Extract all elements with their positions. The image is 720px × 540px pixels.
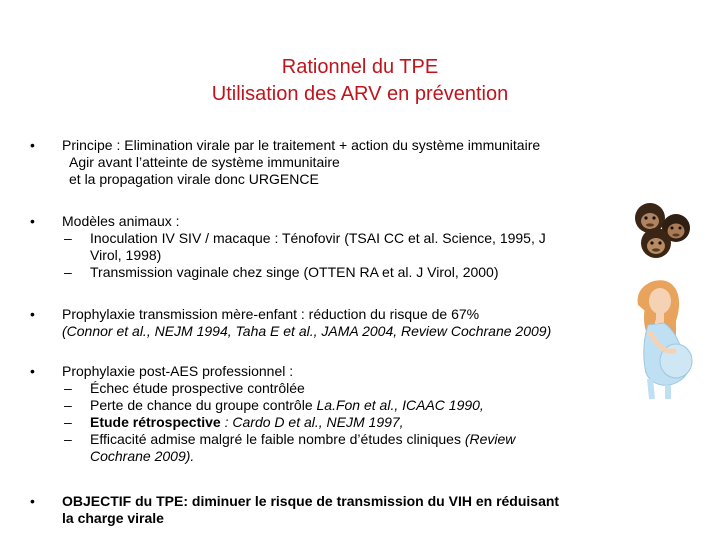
- bullet-2-sub-1-cont: [62, 247, 546, 264]
- bullet-2-marker: •: [30, 213, 35, 229]
- bullet-3-marker: •: [30, 306, 35, 322]
- bullet-2-head: Modèles animaux :: [62, 213, 180, 229]
- bullet-2-sub-1: [62, 230, 546, 247]
- pregnant-woman-icon: [624, 275, 696, 400]
- bullet-4-head: Prophylaxie post-AES professionnel :: [62, 363, 294, 379]
- bullet-1-line3: et la propagation virale donc URGENCE: [69, 171, 319, 187]
- bullet-4-sub-3-text: Etude rétrospective: [90, 414, 221, 430]
- bullet-4-sub-4-ref-cont: Cochrane 2009).: [90, 448, 195, 464]
- dash: –: [64, 264, 72, 280]
- bullet-1-line2: Agir avant l’atteinte de système immunitaire: [69, 154, 340, 170]
- dash: –: [64, 414, 72, 430]
- bullet-4-sub-4: [62, 431, 515, 448]
- bullet-4-sub-2-text: Perte de chance du groupe contrôle: [90, 397, 317, 413]
- bullet-3-ref-b: , Taha E et al., JAMA 2004, Review Cochrane 2009): [227, 323, 552, 339]
- dash: –: [64, 380, 72, 396]
- bullet-2-sub-1-text: Inoculation IV SIV / macaque : Ténofovir (TSAI CC et al. Science, 1995, J: [90, 230, 546, 246]
- bullet-5-marker: •: [30, 493, 35, 509]
- bullet-1-marker: •: [30, 137, 35, 153]
- bullet-4-sub-3-ref: : Cardo D et al., NEJM 1997,: [220, 414, 404, 430]
- bullet-5: [62, 493, 559, 527]
- bullet-2: [62, 213, 546, 281]
- bullet-4-sub-4-text: Efficacité admise malgré le faible nombre d’études cliniques: [90, 431, 465, 447]
- dash: –: [64, 397, 72, 413]
- bullet-1-line1: Principe : Elimination virale par le traitement + action du système immunitaire: [62, 137, 541, 153]
- bullet-5-line2: la charge virale: [62, 510, 164, 526]
- bullet-3-ref-a: (Connor et al., NEJM 1994: [62, 323, 228, 339]
- bullet-4-marker: •: [30, 363, 35, 379]
- bullet-2-sub-2-text: Transmission vaginale chez singe (OTTEN RA et al. J Virol, 2000): [90, 264, 499, 280]
- bullet-4-sub-3: [62, 414, 515, 431]
- bullet-2-sub-1-text-cont: Virol, 1998): [90, 247, 162, 263]
- bullet-2-sub-2: [62, 264, 546, 281]
- bullet-4-sub-4-ref: (Review: [464, 431, 516, 447]
- monkey-head-back: [635, 203, 665, 233]
- bullet-5-line1: OBJECTIF du TPE: diminuer le risque de transmission du VIH en réduisant: [62, 493, 560, 509]
- bullet-3-line2: [62, 323, 551, 340]
- bullet-1: [62, 137, 540, 188]
- bullet-4-sub-1-text: Échec étude prospective contrôlée: [90, 380, 305, 396]
- dash: –: [64, 431, 72, 447]
- bullet-3: [62, 306, 551, 340]
- bullet-4-sub-4-cont: [62, 448, 515, 465]
- bullet-3-line1: Prophylaxie transmission mère-enfant : réduction du risque de 67%: [62, 306, 480, 322]
- dash: –: [64, 230, 72, 246]
- slide-title-line2: Utilisation des ARV en prévention: [211, 83, 509, 105]
- slide-title-line1: Rationnel du TPE: [281, 56, 439, 78]
- bullet-4-sub-1: [62, 380, 515, 397]
- monkey-icon: [626, 200, 694, 260]
- bullet-4: [62, 363, 515, 465]
- bullet-4-sub-2-ref: La.Fon et al., ICAAC 1990,: [316, 397, 484, 413]
- monkey-head-front: [641, 228, 671, 258]
- bullet-4-sub-2: [62, 397, 515, 414]
